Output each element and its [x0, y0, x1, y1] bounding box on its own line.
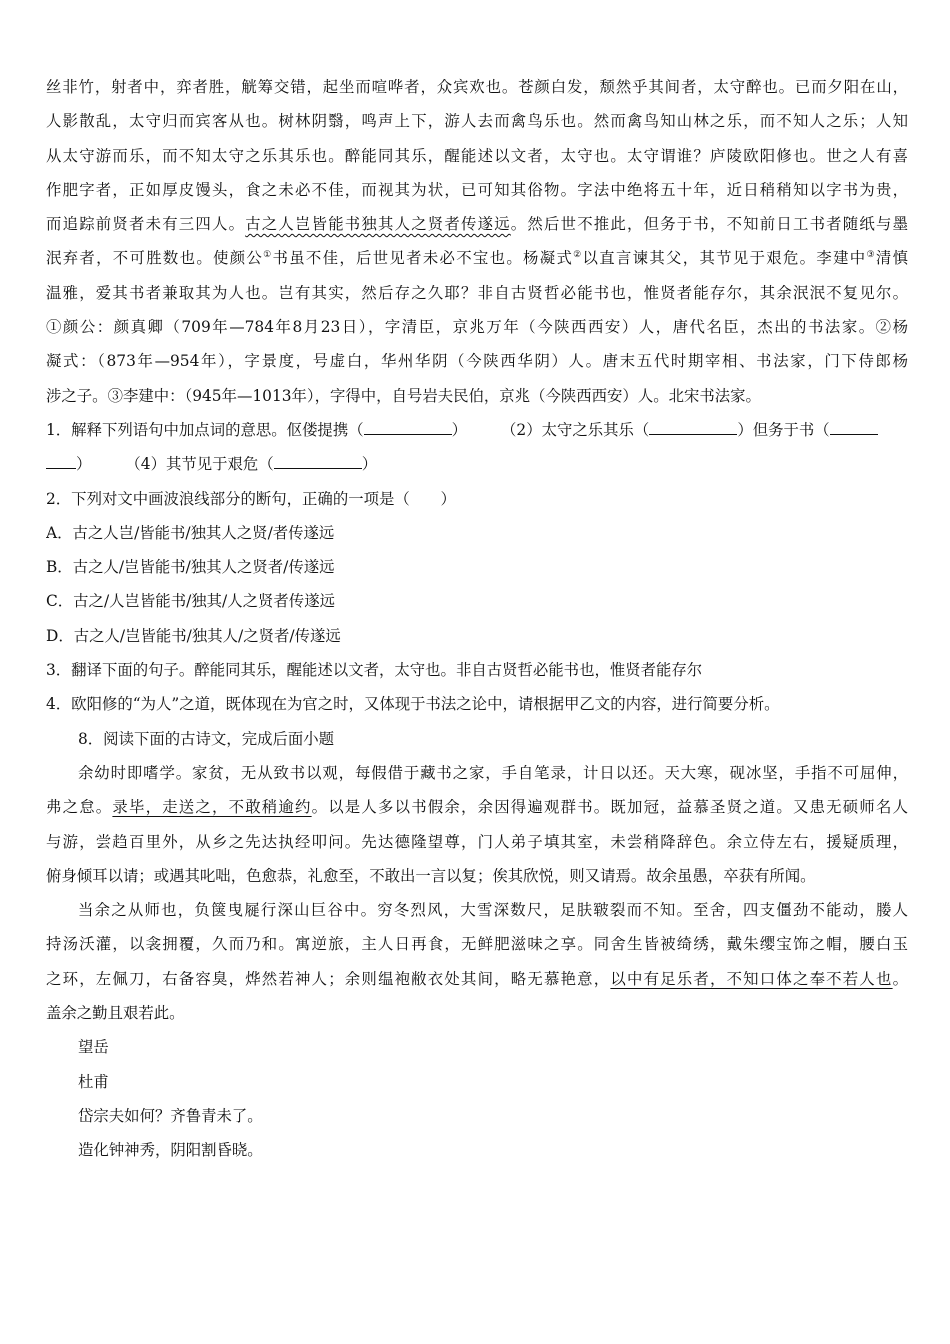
passage-text: 而追踪前贤者未有三四人。 — [46, 215, 246, 234]
question-text: ）但务于书（ — [737, 420, 830, 439]
passage-text: 弗之怠。 — [46, 798, 113, 817]
question-3: 3．翻译下面的句子。醉能同其乐，醒能述以文者，太守也。非自古贤哲必能书也，惟贤者能存尔 — [46, 661, 703, 680]
footnote-marker: ① — [263, 250, 273, 261]
passage-text: 书虽不佳，后世见者未必不宝也。杨凝式 — [272, 249, 574, 268]
footnote-line: 凝式：（873年—954年），字景度，号虚白，华州华阴（今陕西华阴）人。唐末五代时期宰相、书法家，门下侍郎杨 — [46, 352, 908, 371]
answer-blank[interactable] — [830, 416, 878, 435]
passage-line — [46, 790, 908, 824]
answer-blank[interactable] — [274, 450, 362, 469]
passage-line: 余幼时即嗜学。家贫，无从致书以观，每假借于藏书之家，手自笔录，计日以还。天大寒，砚冰坚，手指不可屈伸， — [78, 763, 908, 782]
section-8 — [46, 722, 908, 1168]
passage-line — [46, 241, 908, 275]
passage-line: 当余之从师也，负箧曳屣行深山巨谷中。穷冬烈风，大雪深数尺，足肤皲裂而不知。至舍，四支僵劲不能动，媵人 — [78, 901, 908, 920]
passage-text: 之环，左佩刀，右备容臭，烨然若神人；余则缊袍敝衣处其间，略无慕艳意， — [46, 969, 611, 988]
passage-line — [46, 962, 908, 996]
passage-line — [46, 207, 908, 241]
passage-line: 持汤沃灌，以衾拥覆，久而乃和。寓逆旅，主人日再食，无鲜肥滋味之享。同舍生皆被绮绣，戴朱缨宝饰之帽，腰白玉 — [46, 935, 908, 954]
questions — [46, 413, 908, 722]
passage-line: 与游，尝趋百里外，从乡之先达执经叩问。先达德隆望尊，门人弟子填其室，未尝稍降辞色。余立侍左右，援疑质理， — [46, 832, 908, 851]
answer-blank[interactable] — [46, 450, 76, 469]
question-text: （2）太守之乐其乐（ — [501, 420, 650, 439]
question-1-cont — [46, 447, 908, 481]
underlined-sentence: 录毕，走送之，不敢稍逾约 — [112, 798, 312, 817]
passage-line: 温雅，爱其书者兼取其为人也。岂有其实，然后存之久耶？非自古贤哲必能书也，惟贤者能存尔，其余泯泯不复见尔。 — [46, 283, 908, 302]
option-b[interactable]: B．古之人/岂皆能书/独其人之贤者/传遂远 — [46, 558, 335, 577]
answer-blank[interactable] — [649, 416, 737, 435]
question-text: ） — [451, 420, 468, 439]
footnote-line: 涉之子。③李建中：（945年—1013年），字得中，自号岩夫民伯，京兆（今陕西西安）人。北宋书法家。 — [46, 386, 761, 405]
question-text: 1．解释下列语句中加点词的意思。伛偻提携（ — [46, 420, 364, 439]
underlined-sentence: 以中有足乐者，不知口体之奉不若人也 — [610, 969, 893, 988]
footnote-marker: ③ — [866, 250, 876, 261]
poem-title: 望岳 — [78, 1038, 109, 1057]
wavy-underlined-sentence: 古之人岂皆能书独其人之贤者传遂远 — [245, 215, 511, 234]
passage-text: 。然后世不推此，但务于书，不知前日工书者随纸与墨 — [510, 215, 908, 234]
option-c[interactable]: C．古之/人岂皆能书/独其/人之贤者传遂远 — [46, 592, 335, 611]
passage-text: 以直言谏其父，其节见于艰危。李建中 — [582, 249, 867, 268]
question-4: 4．欧阳修的“为人”之道，既体现在为官之时，又体现于书法之论中，请根据甲乙文的内容，进行简要分析。 — [46, 695, 780, 714]
passage-line: 丝非竹，射者中，弈者胜，觥筹交错，起坐而喧哗者，众宾欢也。苍颜白发，颓然乎其间者，太守醉也。已而夕阳在山， — [46, 78, 908, 96]
passage-text: 。以是人多以书假余，余因得遍观群书。既加冠，益慕圣贤之道。又患无硕师名人 — [311, 798, 908, 817]
passage-text: 清慎 — [875, 249, 908, 268]
answer-blank[interactable] — [364, 416, 452, 435]
option-a[interactable]: A．古之人岂/皆能书/独其人之贤/者传遂远 — [46, 523, 335, 542]
question-text: （4）其节见于艰危（ — [125, 455, 274, 474]
passage-line: 俯身倾耳以请；或遇其叱咄，色愈恭，礼愈至，不敢出一言以复；俟其欣悦，则又请焉。故余虽愚，卒获有所闻。 — [46, 866, 816, 885]
passage-line: 盖余之勤且艰若此。 — [46, 1004, 185, 1023]
question-text: ） — [76, 455, 92, 474]
document-page — [46, 70, 908, 1168]
footnote-marker: ② — [573, 250, 583, 261]
question-text: ） — [361, 455, 378, 474]
passage-line: 作肥字者，正如厚皮馒头，食之未必不佳，而视其为状，已可知其俗物。字法中绝将五十年，近日稍稍知以字书为贵， — [46, 180, 908, 199]
section-heading: 8．阅读下面的古诗文，完成后面小题 — [78, 729, 335, 748]
poem-line: 岱宗夫如何？齐鲁青未了。 — [78, 1106, 263, 1125]
passage-line: 从太守游而乐，而不知太守之乐其乐也。醉能同其乐，醒能述以文者，太守也。太守谓谁？庐陵欧阳修也。世之人有喜 — [46, 146, 908, 165]
passage-text: 。 — [892, 969, 908, 988]
passage-text: 泯弃者，不可胜数也。使颜公 — [46, 249, 264, 268]
passage-a — [46, 70, 908, 413]
question-2: 2．下列对文中画波浪线部分的断句，正确的一项是（ ） — [46, 489, 456, 508]
footnote-line: ①颜公：颜真卿（709年—784年8月23日），字清臣，京兆万年（今陕西西安）人，唐代名臣，杰出的书法家。②杨 — [46, 318, 908, 337]
passage-line: 人影散乱，太守归而宾客从也。树林阴翳，鸣声上下，游人去而禽鸟乐也。然而禽鸟知山林之乐，而不知人之乐；人知 — [46, 112, 908, 131]
option-d[interactable]: D．古之人/岂皆能书/独其人/之贤者/传遂远 — [46, 626, 341, 645]
question-1 — [46, 413, 908, 447]
poem-author: 杜甫 — [78, 1072, 109, 1091]
poem-line: 造化钟神秀，阴阳割昏晓。 — [78, 1141, 263, 1160]
